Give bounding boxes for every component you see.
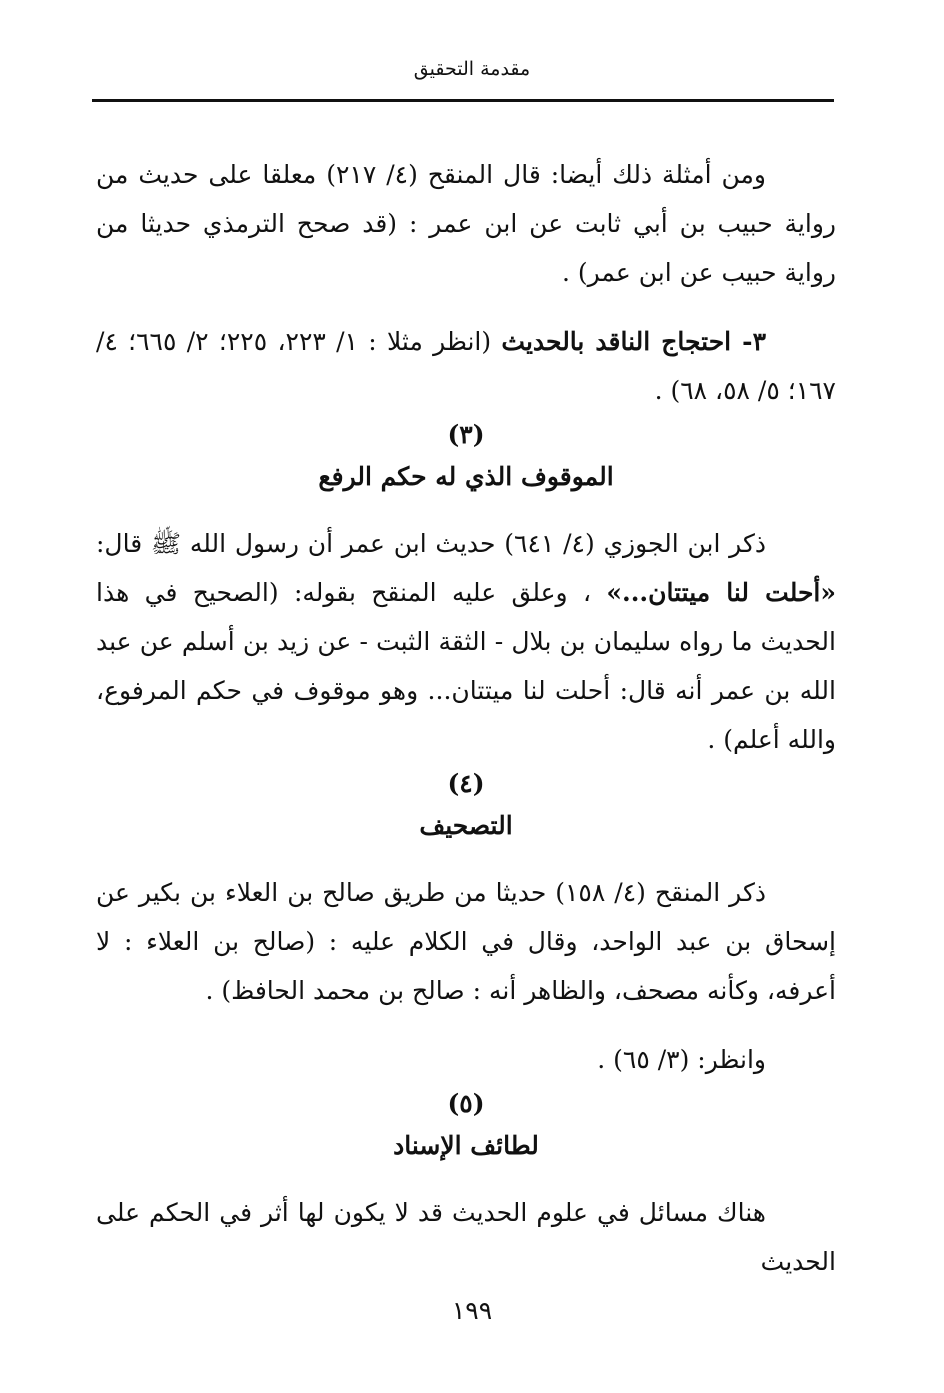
paragraph-lataif: هناك مسائل في علوم الحديث قد لا يكون لها أثر في الحكم على الحديث [96, 1198, 836, 1276]
mawquf-intro: ذكر ابن الجوزي (٤/ ٦٤١) حديث ابن عمر أن رسول الله ﷺ قال: [96, 529, 766, 558]
section-3-number: (٣) [447, 420, 485, 449]
header-rule [92, 99, 834, 102]
item-3-references: (انظر مثلا : ١/ ٢٢٣، ٢٢٥؛ ٢/ ٦٦٥؛ ٤/ ١٦٧؛ ٥/ ٥٨، ٦٨) . [96, 327, 836, 405]
running-header: مقدمة التحقيق [413, 58, 531, 80]
page-body [96, 150, 836, 1286]
item-3-lead: ٣- احتجاج الناقد بالحديث [501, 327, 766, 356]
paragraph-mawquf [96, 519, 836, 764]
section-4-title: التصحيف [419, 811, 513, 840]
section-5-number: (٥) [447, 1089, 485, 1118]
section-4-number: (٤) [447, 769, 485, 798]
paragraph-item-3 [96, 317, 836, 415]
page-number: ١٩٩ [451, 1296, 493, 1325]
mawquf-comment: ، وعلق عليه المنقح بقوله: (الصحيح في هذا الحديث ما رواه سليمان بن بلال - الثقة الثبت - عن زيد بن أسلم عن عبد الله بن عمر أنه قال: أحلت لنا ميتتان... وهو موقوف في حكم المرفوع، والله أعلم) . [96, 578, 836, 754]
paragraph-examples: ومن أمثلة ذلك أيضا: قال المنقح (٤/ ٢١٧) معلقا على حديث من رواية حبيب بن أبي ثابت عن ابن عمر : (قد صحح الترمذي حديثا من رواية حبيب عن ابن عمر) . [96, 160, 836, 287]
section-3-title: الموقوف الذي له حكم الرفع [318, 462, 614, 491]
paragraph-see-also: وانظر: (٣/ ٦٥) . [597, 1045, 766, 1074]
paragraph-tashif: ذكر المنقح (٤/ ١٥٨) حديثا من طريق صالح بن العلاء بن بكير عن إسحاق بن عبد الواحد، وقال في الكلام عليه : (صالح بن العلاء : لا أعرفه، وكأنه مصحف، والظاهر أنه : صالح بن محمد الحافظ) . [96, 878, 836, 1005]
mawquf-hadith-quote: «أحلت لنا ميتتان...» [606, 578, 836, 607]
section-5-title: لطائف الإسناد [393, 1131, 539, 1160]
